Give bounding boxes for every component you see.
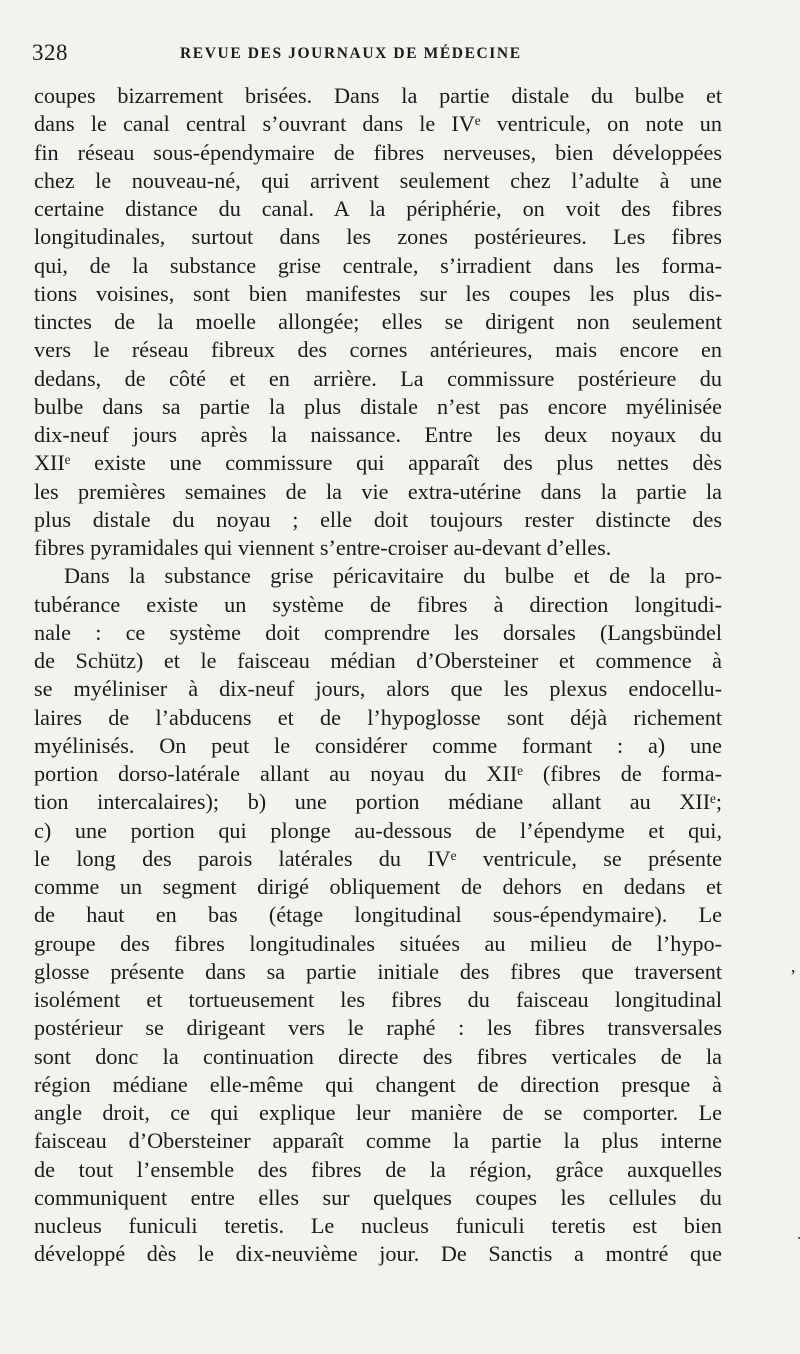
text-line: groupe des fibres longitudinales situées au milieu de l’hypo- (34, 930, 722, 956)
text-line: coupes bizarrement brisées. Dans la partie distale du bulbe et (34, 83, 722, 108)
text-line: communiquent entre elles sur quelques coupes les cellules du (34, 1184, 722, 1210)
text-line: le long des parois latérales du IVᵉ ventricule, se présente (34, 845, 722, 871)
margin-tick-mark: ʼ (790, 966, 796, 986)
text-line: vers le réseau fibreux des cornes antérieures, mais encore en (34, 337, 722, 363)
text-line: plus distale du noyau ; elle doit toujours rester distincte des (34, 506, 722, 532)
text-line: dedans, de côté et en arrière. La commissure postérieure du (34, 365, 722, 391)
text-line: glosse présente dans sa partie initiale des fibres que traversent (34, 958, 722, 984)
text-line: certaine distance du canal. A la périphérie, on voit des fibres (34, 196, 722, 221)
text-line: XIIᵉ existe une commissure qui apparaît des plus nettes dès (34, 450, 722, 476)
text-line: tinctes de la moelle allongée; elles se dirigent non seulement (34, 309, 722, 334)
text-line: de Schütz) et le faisceau médian d’Obersteiner et commence à (34, 648, 722, 673)
text-line: fibres pyramidales qui viennent s’entre-croiser au-devant d’elles. (34, 535, 612, 560)
text-line: comme un segment dirigé obliquement de dehors en dedans et (34, 874, 722, 899)
running-head (32, 40, 722, 74)
text-line: sont donc la continuation directe des fibres verticales de la (34, 1043, 722, 1069)
text-line: région médiane elle-même qui changent de direction presque à (34, 1071, 722, 1097)
text-line: tubérance existe un système de fibres à direction longitudi- (34, 591, 722, 617)
text-line: angle droit, ce qui explique leur manière de se comporter. Le (34, 1100, 722, 1125)
text-line: faisceau d’Obersteiner apparaît comme la partie la plus interne (34, 1128, 722, 1154)
text-line: de haut en bas (étage longitudinal sous-épendymaire). Le (34, 902, 722, 928)
text-line: isolément et tortueusement les fibres du faisceau longitudinal (34, 987, 722, 1012)
text-line: les premières semaines de la vie extra-utérine dans la partie la (34, 478, 722, 504)
text-line: bulbe dans sa partie la plus distale n’est pas encore myélinisée (34, 393, 722, 419)
text-line: Dans la substance grise péricavitaire du bulbe et de la pro- (64, 563, 722, 589)
text-line: nale : ce système doit comprendre les dorsales (Langsbündel (34, 619, 722, 645)
text-line: longitudinales, surtout dans les zones postérieures. Les fibres (34, 224, 722, 250)
body-text (34, 82, 722, 1269)
text-line: laires de l’abducens et de l’hypoglosse sont déjà richement (34, 704, 722, 730)
text-line: nucleus funiculi teretis. Le nucleus funiculi teretis est bien (34, 1213, 722, 1238)
text-line: myélinisés. On peut le considérer comme formant : a) une (34, 732, 722, 758)
text-line: de tout l’ensemble des fibres de la région, grâce auxquelles (34, 1156, 722, 1182)
text-line: postérieur se dirigeant vers le raphé : les fibres transversales (34, 1015, 722, 1041)
running-title: REVUE DES JOURNAUX DE MÉDECINE (180, 45, 522, 62)
text-line: tion intercalaires); b) une portion médiane allant au XIIᵉ; (34, 789, 722, 815)
page-number: 328 (32, 40, 68, 65)
text-line: dix-neuf jours après la naissance. Entre les deux noyaux du (34, 422, 722, 447)
text-line: dans le canal central s’ouvrant dans le IVᵉ ventricule, on note un (34, 111, 722, 137)
text-line: c) une portion qui plonge au-dessous de l’épendyme et qui, (34, 817, 722, 843)
text-line: portion dorso-latérale allant au noyau du XIIᵉ (fibres de forma- (34, 761, 722, 786)
text-line: se myéliniser à dix-neuf jours, alors que les plexus endocellu- (34, 676, 722, 702)
text-line: chez le nouveau-né, qui arrivent seulement chez l’adulte à une (34, 167, 722, 193)
text-line: qui, de la substance grise centrale, s’irradient dans les forma- (34, 252, 722, 278)
text-line: développé dès le dix-neuvième jour. De Sanctis a montré que (34, 1241, 722, 1267)
text-line: tions voisines, sont bien manifestes sur les coupes les plus dis- (34, 280, 722, 306)
text-line: fin réseau sous-épendymaire de fibres nerveuses, bien développées (34, 139, 722, 165)
